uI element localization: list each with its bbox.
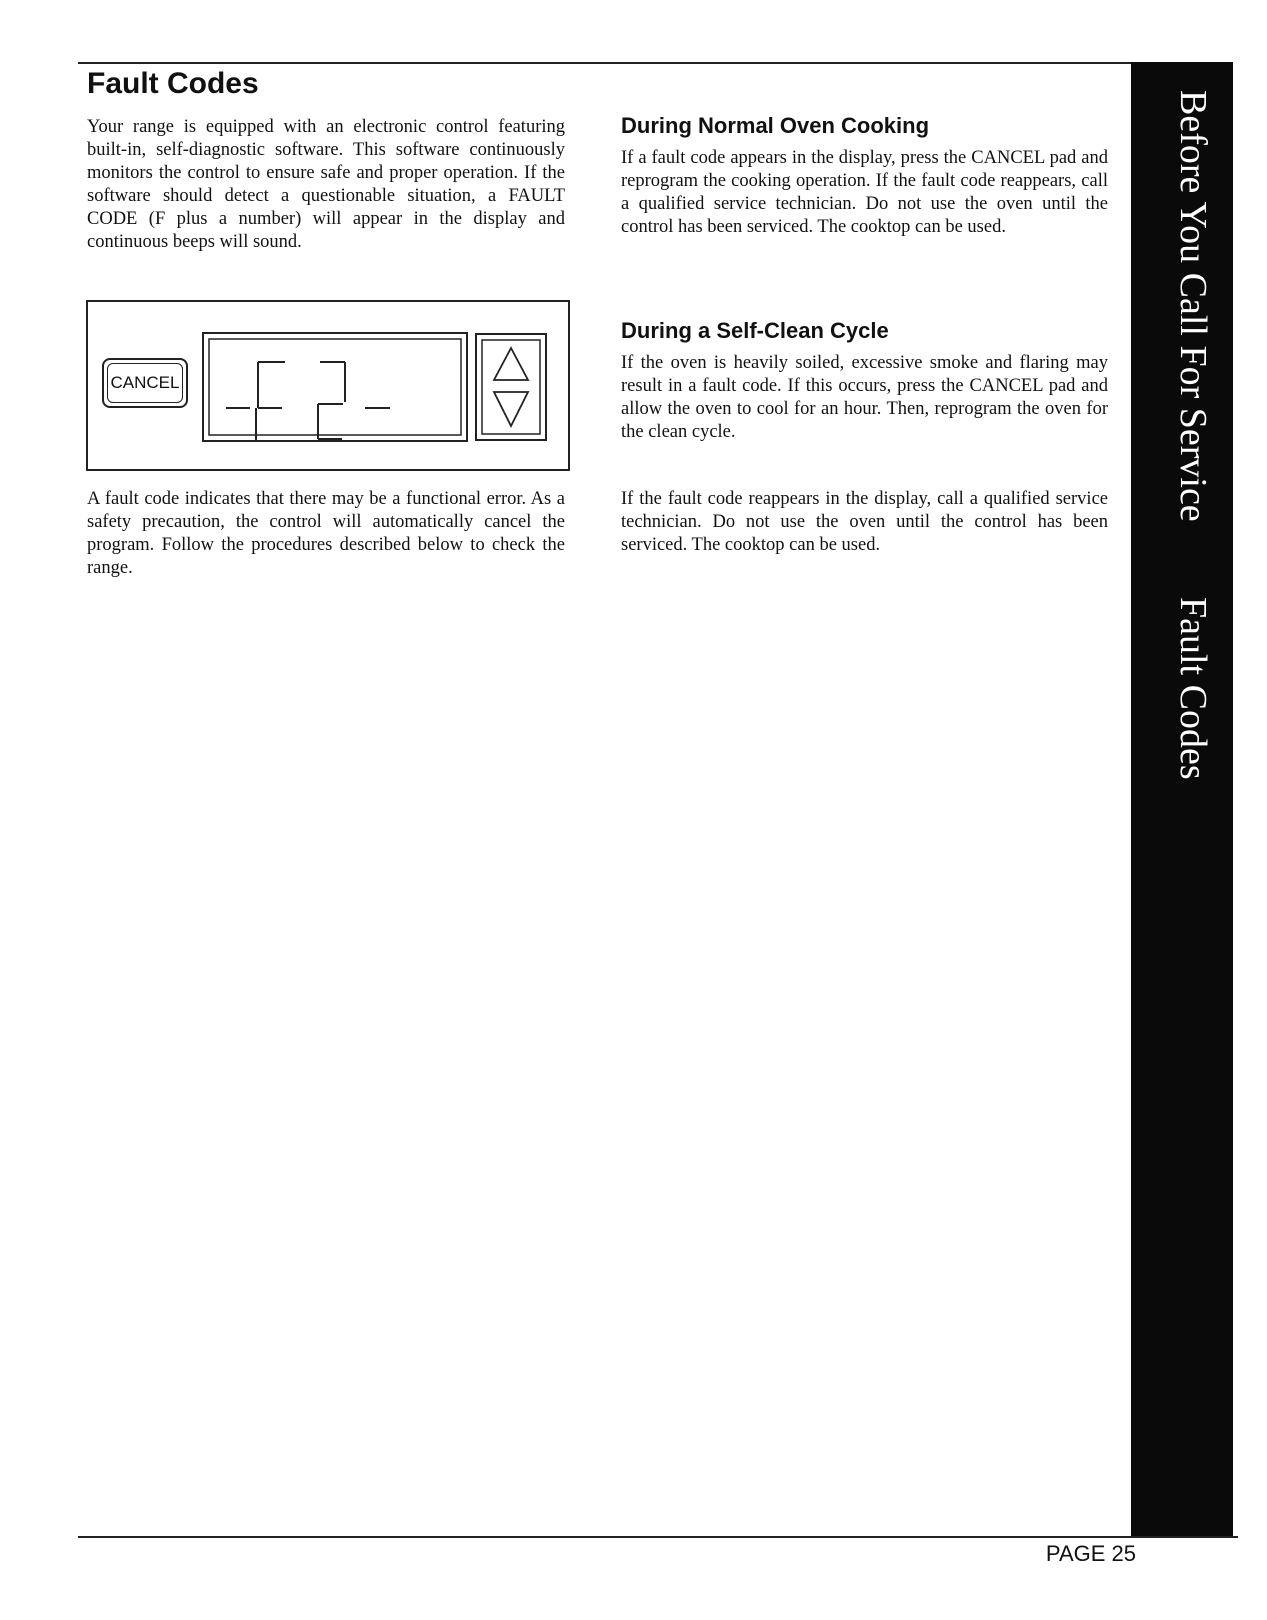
- up-arrow-icon: [494, 348, 528, 380]
- normal-cooking-paragraph: If a fault code appears in the display, press the CANCEL pad and reprogram the cooking operation. If the fault code reappears, call a qualified service technician. Do not use the oven until the control has been serviced. The cooktop can be used.: [621, 148, 1108, 237]
- side-tab-section-label: Before You Call For Service: [1172, 90, 1214, 522]
- self-clean-heading: During a Self-Clean Cycle: [621, 318, 889, 343]
- cancel-pad: [102, 358, 188, 408]
- side-tab-subsection-label: Fault Codes: [1172, 597, 1214, 780]
- self-clean-paragraph: If the oven is heavily soiled, excessive smoke and flaring may result in a fault code. If this occurs, press the CANCEL pad and allow the oven to cool for an hour. Then, reprogram the oven for the clean cycle.: [621, 353, 1108, 442]
- page-number: PAGE 25: [1045, 1541, 1136, 1566]
- page-title: Fault Codes: [87, 67, 259, 100]
- cancel-pad-label: CANCEL: [110, 373, 180, 392]
- control-panel-illustration: [86, 300, 570, 471]
- arrow-keypad: [474, 332, 558, 444]
- normal-cooking-heading: During Normal Oven Cooking: [621, 113, 930, 138]
- section-side-tab: [1131, 62, 1233, 1538]
- intro-paragraph: Your range is equipped with an electronic control featuring built-in, self-diagnostic software. This software continuously monitors the control to ensure safe and proper operation. If the software should detect a questionable situation, a FAULT CODE (F plus a number) will appear in the display and continuous beeps will sound.: [87, 117, 565, 252]
- down-arrow-icon: [494, 392, 528, 426]
- fault-note-paragraph: A fault code indicates that there may be a functional error. As a safety precaution, the control will automatically cancel the program. Follow the procedures described below to check the range.: [87, 489, 565, 578]
- self-clean-followup-paragraph: If the fault code reappears in the display, call a qualified service technician. Do not use the oven until the control has been serviced. The cooktop can be used.: [621, 489, 1108, 555]
